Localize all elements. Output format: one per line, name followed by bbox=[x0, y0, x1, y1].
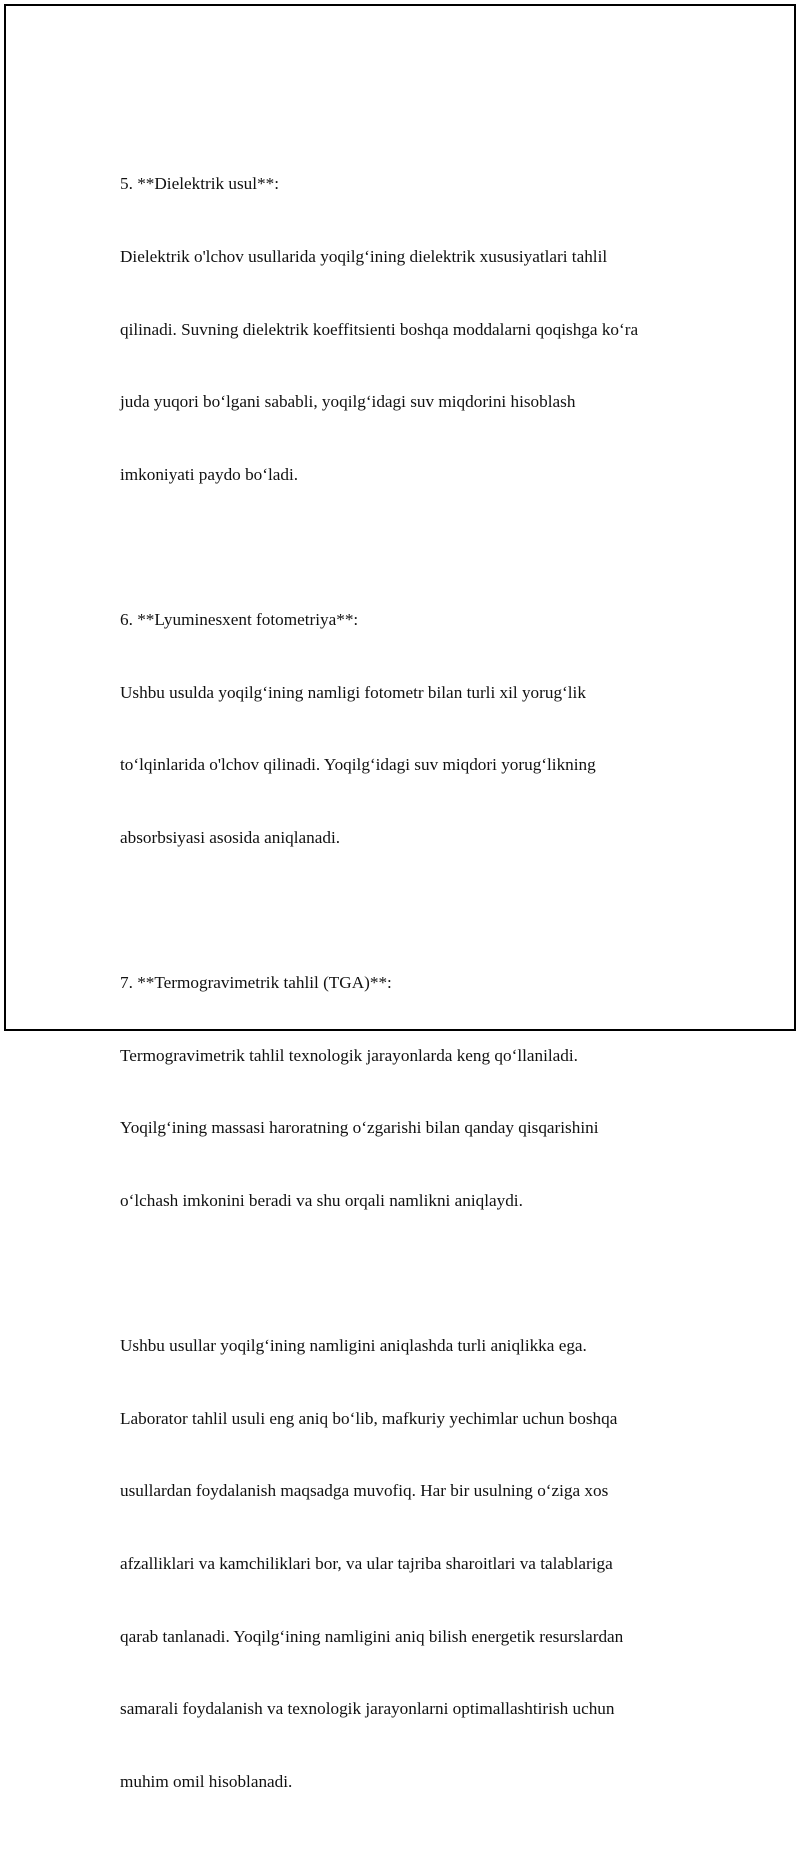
section-line: imkoniyati paydo bo‘ladi. bbox=[120, 464, 299, 484]
section-line: qilinadi. Suvning dielektrik koeffitsienti boshqa moddalarni qoqishga ko‘ra bbox=[120, 319, 639, 339]
conclusion-line: Laborator tahlil usuli eng aniq bo‘lib, mafkuriy yechimlar uchun boshqa bbox=[120, 1408, 618, 1428]
section-line: Termogravimetrik tahlil texnologik jarayonlarda keng qo‘llaniladi. bbox=[120, 1045, 578, 1065]
conclusion-line: afzalliklari va kamchiliklari bor, va ular tajriba sharoitlari va talablariga bbox=[120, 1553, 613, 1573]
conclusion-paragraph bbox=[120, 1286, 680, 1843]
section-dielektrik bbox=[120, 124, 680, 535]
section-line: to‘lqinlarida o'lchov qilinadi. Yoqilg‘idagi suv miqdori yorug‘likning bbox=[120, 755, 596, 775]
section-line: absorbsiyasi asosida aniqlanadi. bbox=[120, 827, 341, 847]
section-heading: 7. **Termogravimetrik tahlil (TGA)**: bbox=[120, 973, 392, 993]
conclusion-line: samarali foydalanish va texnologik jarayonlarni optimallashtirish uchun bbox=[120, 1699, 615, 1719]
conclusion-line: Ushbu usullar yoqilg‘ining namligini aniqlashda turli aniqlikka ega. bbox=[120, 1336, 587, 1356]
section-lyuminesxent bbox=[120, 560, 680, 899]
document-body bbox=[120, 124, 680, 1867]
section-line: Yoqilg‘ining massasi haroratning o‘zgarishi bilan qanday qisqarishini bbox=[120, 1118, 599, 1138]
conclusion-line: qarab tanlanadi. Yoqilg‘ining namligini aniq bilish energetik resurslardan bbox=[120, 1626, 624, 1646]
section-line: Dielektrik o'lchov usullarida yoqilg‘ining dielektrik xususiyatlari tahlil bbox=[120, 247, 608, 267]
section-line: o‘lchash imkonini beradi va shu orqali namlikni aniqlaydi. bbox=[120, 1190, 523, 1210]
section-line: juda yuqori bo‘lgani sababli, yoqilg‘idagi suv miqdorini hisoblash bbox=[120, 392, 576, 412]
section-heading: 5. **Dielektrik usul**: bbox=[120, 174, 279, 194]
section-termogravimetrik bbox=[120, 923, 680, 1262]
document-page bbox=[4, 4, 796, 1791]
section-line: Ushbu usulda yoqilg‘ining namligi fotometr bilan turli xil yorug‘lik bbox=[120, 682, 586, 702]
section-heading: 6. **Lyuminesxent fotometriya**: bbox=[120, 610, 359, 630]
conclusion-line: muhim omil hisoblanadi. bbox=[120, 1771, 293, 1791]
conclusion-line: usullardan foydalanish maqsadga muvofiq. Har bir usulning o‘ziga xos bbox=[120, 1481, 609, 1501]
